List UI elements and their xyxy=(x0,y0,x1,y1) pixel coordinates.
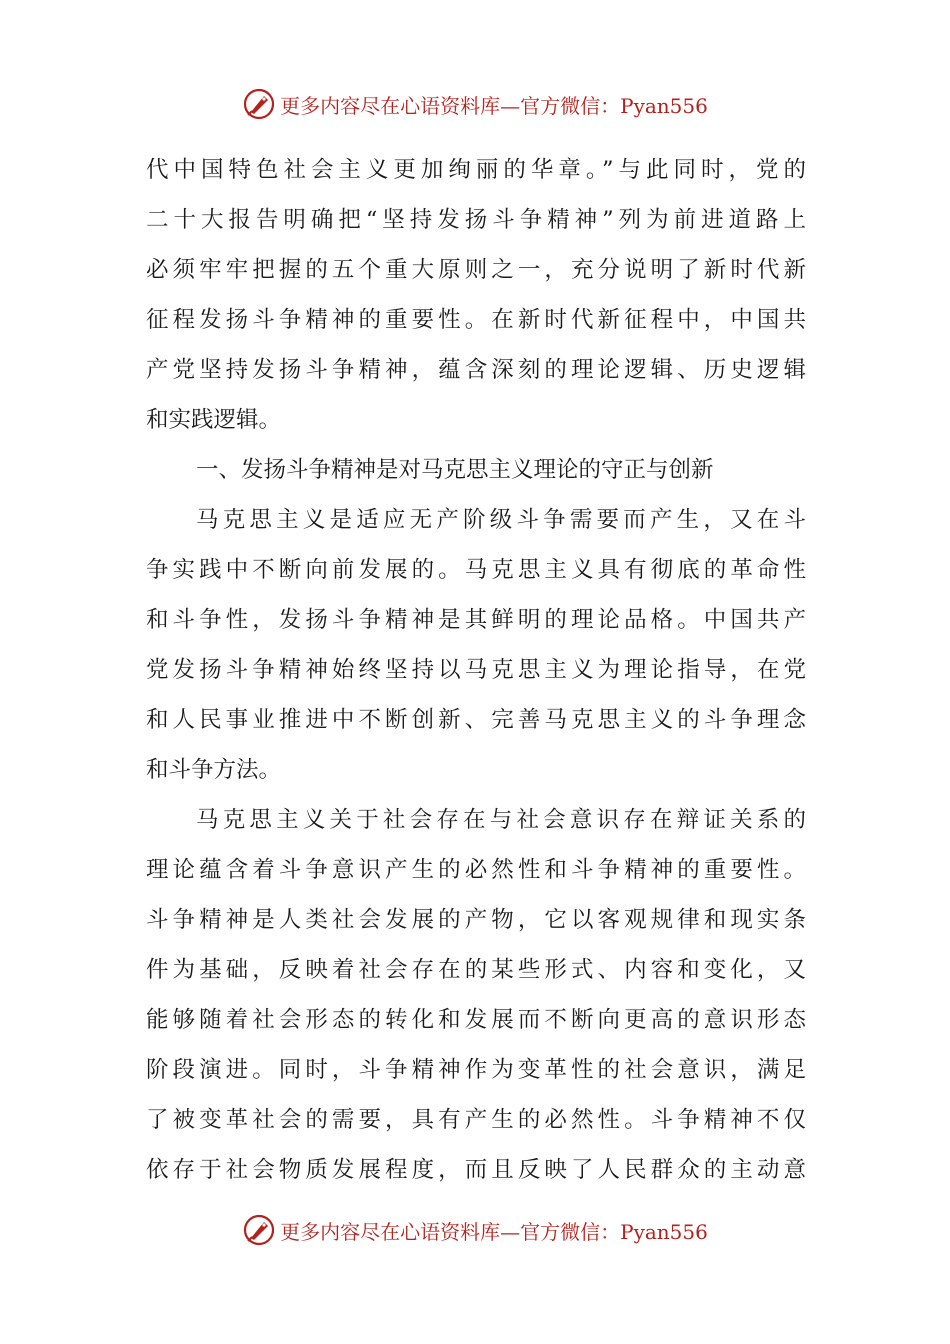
text-line: 能够随着社会形态的转化和发展而不断向更高的意识形态 xyxy=(146,1007,806,1033)
text-line: 产党坚持发扬斗争精神，蕴含深刻的理论逻辑、历史逻辑 xyxy=(146,357,806,383)
header-banner-text: 更多内容尽在心语资料库—官方微信：Pyan556 xyxy=(280,93,708,118)
text-line: 斗争精神是人类社会发展的产物，它以客观规律和现实条 xyxy=(146,907,806,933)
pen-nib-circle-icon xyxy=(242,1213,276,1247)
text-line: 依存于社会物质发展程度，而且反映了人民群众的主动意 xyxy=(146,1157,806,1183)
text-line: 件为基础，反映着社会存在的某些形式、内容和变化，又 xyxy=(146,957,806,983)
text-line: 理论蕴含着斗争意识产生的必然性和斗争精神的重要性。 xyxy=(146,857,806,883)
footer-banner xyxy=(0,1210,950,1250)
header-banner xyxy=(0,84,950,124)
text-line: 马克思主义关于社会存在与社会意识存在辩证关系的 xyxy=(196,807,806,833)
text-line: 争实践中不断向前发展的。马克思主义具有彻底的革命性 xyxy=(146,557,806,583)
text-line: 代中国特色社会主义更加绚丽的华章。”与此同时，党的 xyxy=(146,157,806,183)
pen-nib-circle-icon xyxy=(242,87,276,121)
text-line: 和人民事业推进中不断创新、完善马克思主义的斗争理念 xyxy=(146,707,806,733)
section-heading: 一、发扬斗争精神是对马克思主义理论的守正与创新 xyxy=(196,457,714,483)
text-line: 和实践逻辑。 xyxy=(146,407,282,433)
text-line: 了被变革社会的需要，具有产生的必然性。斗争精神不仅 xyxy=(146,1107,806,1133)
document-body xyxy=(146,145,806,1195)
text-line: 必须牢牢把握的五个重大原则之一，充分说明了新时代新 xyxy=(146,257,806,283)
text-line: 马克思主义是适应无产阶级斗争需要而产生，又在斗 xyxy=(196,507,806,533)
text-line: 和斗争性，发扬斗争精神是其鲜明的理论品格。中国共产 xyxy=(146,607,806,633)
footer-banner-text: 更多内容尽在心语资料库—官方微信：Pyan556 xyxy=(280,1219,708,1244)
text-line: 征程发扬斗争精神的重要性。在新时代新征程中，中国共 xyxy=(146,307,806,333)
text-line: 和斗争方法。 xyxy=(146,757,282,783)
text-line: 二十大报告明确把“坚持发扬斗争精神”列为前进道路上 xyxy=(146,207,806,233)
text-line: 阶段演进。同时，斗争精神作为变革性的社会意识，满足 xyxy=(146,1057,806,1083)
text-line: 党发扬斗争精神始终坚持以马克思主义为理论指导，在党 xyxy=(146,657,806,683)
